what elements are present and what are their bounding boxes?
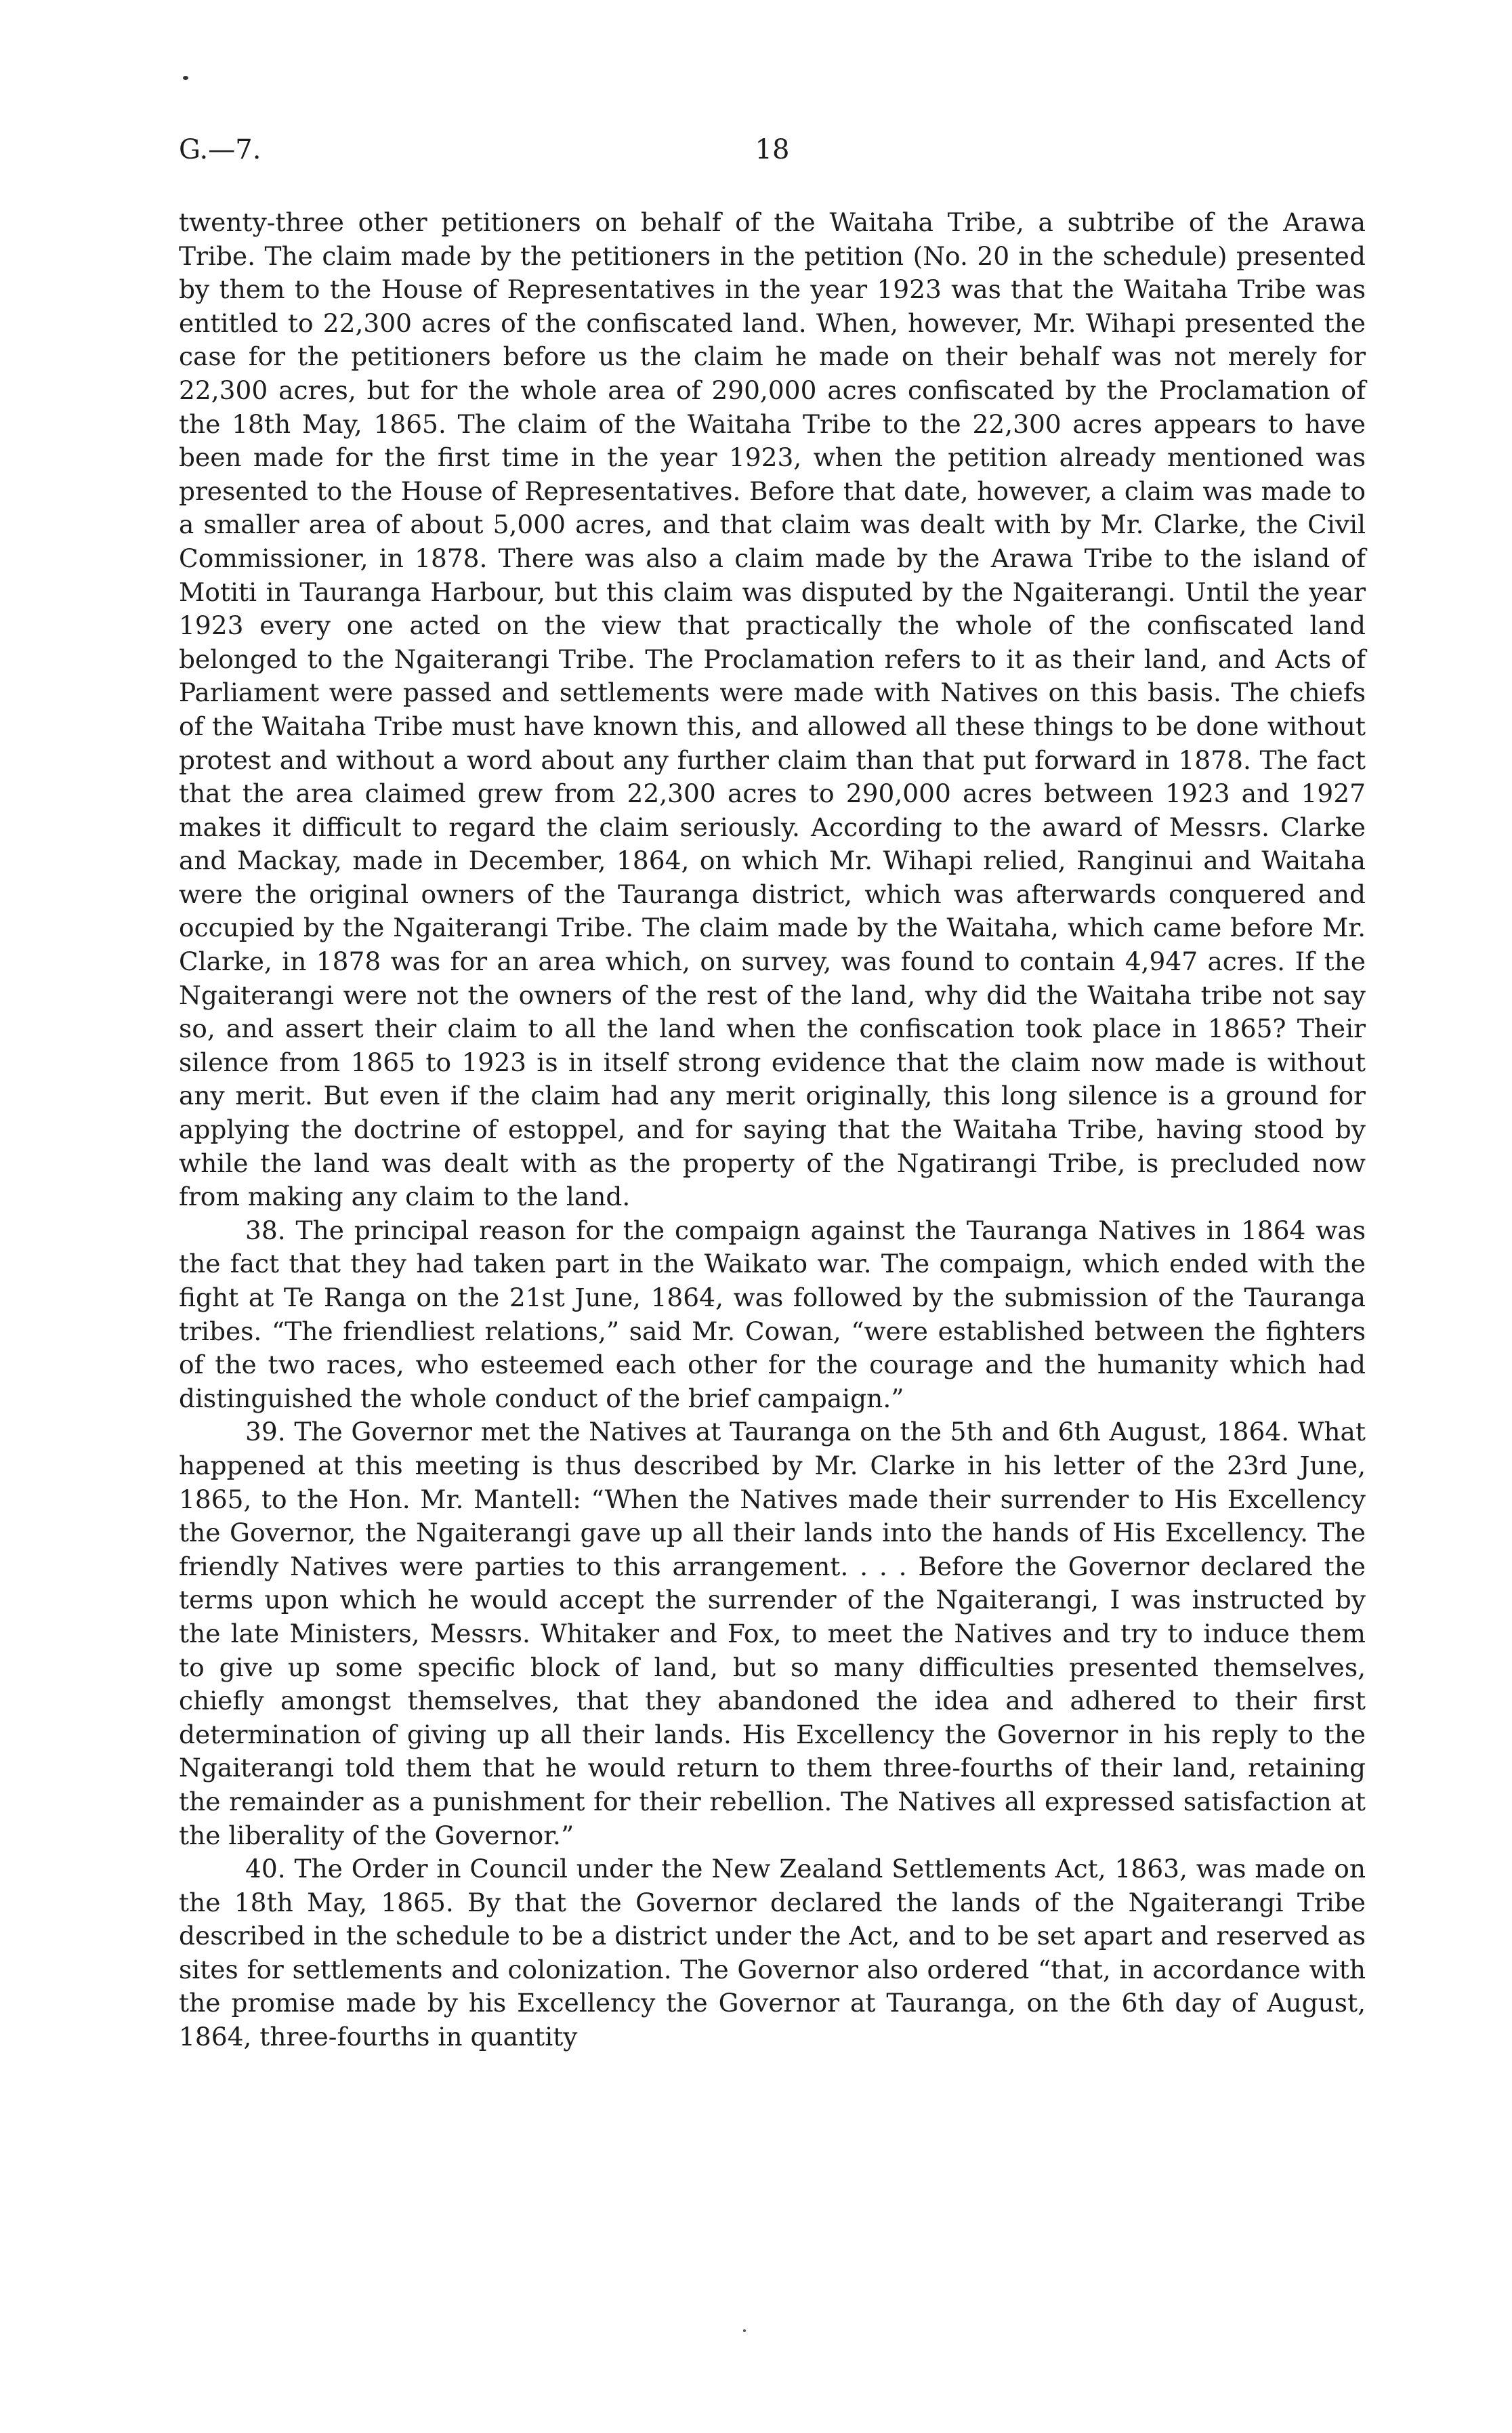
body-text: [179, 206, 1366, 2054]
paragraph-39: 39. The Governor met the Natives at Tauranga on the 5th and 6th August, 1864. What happened at this meeting is thus described by Mr. Clarke in his letter of the 23rd June, 1865, to the Hon. Mr. Mantell: “When the Natives made their surrender to His Excellency the Governor, the Ngaiterangi gave up all their lands into the hands of His Excellency. The friendly Natives were parties to this arrangement. . . . Before the Governor declared the terms upon which he would accept the surrender of the Ngaiterangi, I was instructed by the late Ministers, Messrs. Whitaker and Fox, to meet the Natives and try to induce them to give up some specific block of land, but so many difficulties presented themselves, chiefly amongst themselves, that they abandoned the idea and adhered to their first determination of giving up all their lands. His Excellency the Governor in his reply to the Ngaiterangi told them that he would return to them three-fourths of their land, retaining the remainder as a punishment for their rebellion. The Natives all expressed satisfaction at the liberality of the Governor.”: [179, 1417, 1366, 1850]
paragraph-continuation: twenty-three other petitioners on behalf of the Waitaha Tribe, a subtribe of the Arawa Tribe. The claim made by the petitioners in the petition (No. 20 in the schedule) presented by them to the House of Representatives in the year 1923 was that the Waitaha Tribe was entitled to 22,300 acres of the confiscated land. When, however, Mr. Wihapi presented the case for the petitioners before us the claim he made on their behalf was not merely for 22,300 acres, but for the whole area of 290,000 acres confiscated by the Proclamation of the 18th May, 1865. The claim of the Waitaha Tribe to the 22,300 acres appears to have been made for the first time in the year 1923, when the petition already mentioned was presented to the House of Representatives. Before that date, however, a claim was made to a smaller area of about 5,000 acres, and that claim was dealt with by Mr. Clarke, the Civil Commissioner, in 1878. There was also a claim made by the Arawa Tribe to the island of Motiti in Tauranga Harbour, but this claim was disputed by the Ngaiterangi. Until the year 1923 every one acted on the view that practically the whole of the confiscated land belonged to the Ngaiterangi Tribe. The Proclamation refers to it as their land, and Acts of Parliament were passed and settlements were made with Natives on this basis. The chiefs of the Waitaha Tribe must have known this, and allowed all these things to be done without protest and without a word about any further claim than that put forward in 1878. The fact that the area claimed grew from 22,300 acres to 290,000 acres between 1923 and 1927 makes it difficult to regard the claim seriously. According to the award of Messrs. Clarke and Mackay, made in December, 1864, on which Mr. Wihapi relied, Ranginui and Waitaha were the original owners of the Tauranga district, which was afterwards conquered and occupied by the Ngaiterangi Tribe. The claim made by the Waitaha, which came before Mr. Clarke, in 1878 was for an area which, on survey, was found to contain 4,947 acres. If the Ngaiterangi were not the owners of the rest of the land, why did the Waitaha tribe not say so, and assert their claim to all the land when the confiscation took place in 1865? Their silence from 1865 to 1923 is in itself strong evidence that the claim now made is without any merit. But even if the claim had any merit originally, this long silence is a ground for applying the doctrine of estoppel, and for saying that the Waitaha Tribe, having stood by while the land was dealt with as the property of the Ngatirangi Tribe, is precluded now from making any claim to the land.: [179, 207, 1366, 1212]
paragraph-38: 38. The principal reason for the compaign against the Tauranga Natives in 1864 was the fact that they had taken part in the Waikato war. The compaign, which ended with the fight at Te Ranga on the 21st June, 1864, was followed by the submission of the Tauranga tribes. “The friendliest relations,” said Mr. Cowan, “were established between the fighters of the two races, who esteemed each other for the courage and the humanity which had distinguished the whole conduct of the brief campaign.”: [179, 1215, 1366, 1413]
page-header: [179, 134, 1366, 175]
document-reference: G.—7.: [179, 134, 261, 165]
scan-speck-mark: [183, 76, 188, 80]
paragraph-40: 40. The Order in Council under the New Zealand Settlements Act, 1863, was made on the 18th May, 1865. By that the Governor declared the lands of the Ngaiterangi Tribe described in the schedule to be a district under the Act, and to be set apart and reserved as sites for settlements and colonization. The Governor also ordered “that, in accordance with the promise made by his Excellency the Governor at Tauranga, on the 6th day of August, 1864, three-fourths in quantity: [179, 1854, 1366, 2052]
scan-speck-mark-bottom: [743, 2329, 746, 2332]
page-number: 18: [755, 134, 790, 165]
